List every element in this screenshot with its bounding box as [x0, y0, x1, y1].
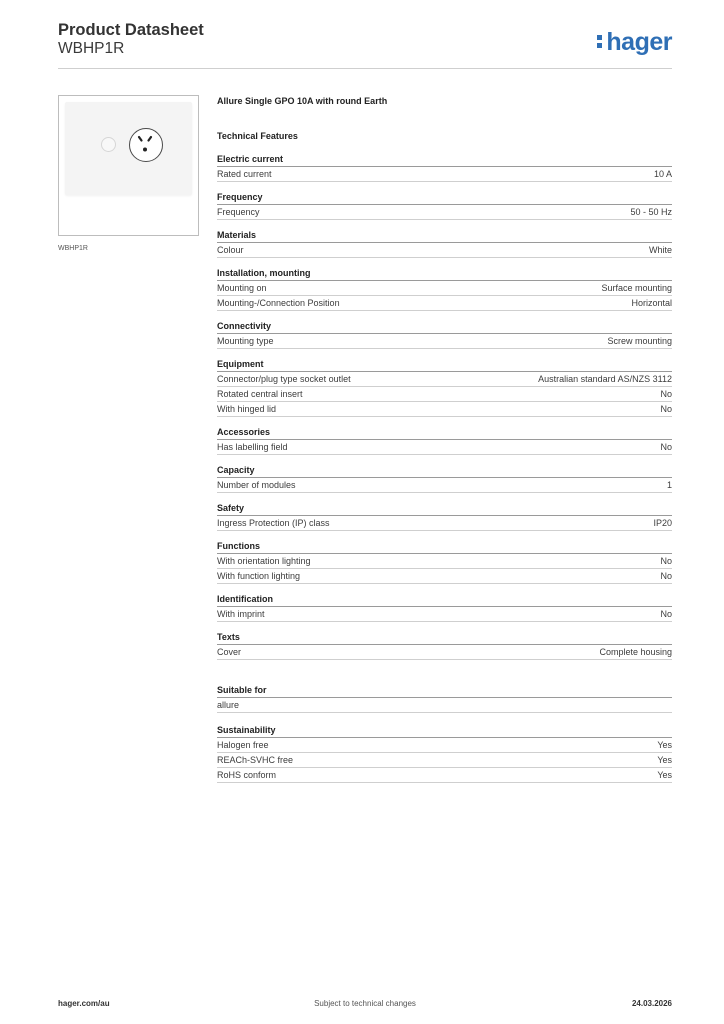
spec-value: Yes — [657, 755, 672, 765]
switch-button-icon — [101, 137, 116, 152]
spec-value: Surface mounting — [601, 283, 672, 293]
spec-group-title: Connectivity — [217, 320, 672, 334]
image-caption: WBHP1R — [58, 245, 88, 252]
spec-group-title: Identification — [217, 593, 672, 607]
logo-colon-icon — [597, 33, 603, 49]
spec-label: Mounting type — [217, 336, 274, 346]
header-divider — [58, 68, 672, 69]
spec-row — [217, 372, 672, 387]
spec-group — [217, 153, 672, 182]
spec-label: allure — [217, 700, 240, 710]
spec-row — [217, 768, 672, 783]
spec-label: Number of modules — [217, 480, 296, 490]
spec-label: Halogen free — [217, 740, 269, 750]
spec-value: No — [660, 571, 672, 581]
spec-value: No — [660, 556, 672, 566]
spec-row — [217, 607, 672, 622]
socket-plate — [65, 102, 192, 195]
spec-group-title: Suitable for — [217, 684, 672, 698]
spec-label: Ingress Protection (IP) class — [217, 518, 330, 528]
spec-group-title: Frequency — [217, 191, 672, 205]
product-image — [58, 95, 199, 236]
page-header — [58, 20, 672, 68]
spec-group-title: Materials — [217, 229, 672, 243]
spec-value: Yes — [657, 770, 672, 780]
spec-group-title: Safety — [217, 502, 672, 516]
spec-group-title: Installation, mounting — [217, 267, 672, 281]
spec-row — [217, 440, 672, 455]
spec-value: Screw mounting — [607, 336, 672, 346]
spec-value: Australian standard AS/NZS 3112 — [538, 374, 672, 384]
product-code: WBHP1R — [58, 40, 125, 57]
spec-value: 10 A — [653, 169, 672, 179]
spec-value: No — [660, 389, 672, 399]
spec-label: RoHS conform — [217, 770, 277, 780]
spec-row — [217, 205, 672, 220]
footer-date: 24.03.2026 — [631, 999, 672, 1008]
spec-row — [217, 645, 672, 660]
spec-value: IP20 — [653, 518, 672, 528]
spec-label: Rotated central insert — [217, 389, 303, 399]
spec-group — [217, 426, 672, 455]
spec-label: With imprint — [217, 609, 265, 619]
spec-value: Complete housing — [599, 647, 672, 657]
page-footer — [58, 998, 672, 1010]
spec-label: With hinged lid — [217, 404, 277, 414]
spec-value: 50 - 50 Hz — [630, 207, 672, 217]
spec-value: No — [660, 609, 672, 619]
spec-group — [217, 724, 672, 783]
spec-value: White — [648, 245, 672, 255]
spec-group — [217, 631, 672, 660]
spec-groups — [217, 153, 672, 783]
spec-row — [217, 478, 672, 493]
spec-label: With orientation lighting — [217, 556, 311, 566]
spec-value: Horizontal — [631, 298, 672, 308]
spec-label: Cover — [217, 647, 242, 657]
spec-row — [217, 334, 672, 349]
product-name: Allure Single GPO 10A with round Earth — [217, 96, 388, 106]
spec-row — [217, 738, 672, 753]
spec-label: Rated current — [217, 169, 272, 179]
spec-label: Mounting-/Connection Position — [217, 298, 340, 308]
spec-label: Frequency — [217, 207, 260, 217]
spec-group-title: Texts — [217, 631, 672, 645]
spec-group-title: Capacity — [217, 464, 672, 478]
technical-features-heading: Technical Features — [217, 131, 298, 141]
specification-panel — [217, 94, 672, 783]
spec-label: Connector/plug type socket outlet — [217, 374, 351, 384]
spec-row — [217, 387, 672, 402]
spec-group — [217, 464, 672, 493]
spec-label: With function lighting — [217, 571, 301, 581]
spec-value: No — [660, 404, 672, 414]
spec-group-title: Accessories — [217, 426, 672, 440]
power-outlet-icon — [129, 128, 163, 162]
spec-group-title: Equipment — [217, 358, 672, 372]
spec-group-title: Functions — [217, 540, 672, 554]
footer-notice: Subject to technical changes — [314, 999, 416, 1008]
spec-row — [217, 753, 672, 768]
spec-row — [217, 516, 672, 531]
spec-group — [217, 684, 672, 713]
spec-group-title: Sustainability — [217, 724, 672, 738]
spec-label: Mounting on — [217, 283, 267, 293]
spec-row — [217, 281, 672, 296]
spec-row — [217, 167, 672, 182]
spec-group — [217, 593, 672, 622]
spec-value: Yes — [657, 740, 672, 750]
logo-text: hager — [606, 28, 672, 56]
spec-group — [217, 358, 672, 417]
spec-value: No — [660, 442, 672, 452]
spec-row — [217, 296, 672, 311]
spec-group — [217, 540, 672, 584]
spec-group — [217, 502, 672, 531]
spec-row — [217, 243, 672, 258]
spec-label: Colour — [217, 245, 244, 255]
spec-label: Has labelling field — [217, 442, 288, 452]
spec-row — [217, 402, 672, 417]
spec-group — [217, 320, 672, 349]
spec-group — [217, 191, 672, 220]
spec-label: REACh-SVHC free — [217, 755, 294, 765]
spec-group — [217, 229, 672, 258]
footer-website: hager.com/au — [58, 999, 110, 1008]
spec-row — [217, 698, 672, 713]
spec-row — [217, 569, 672, 584]
hager-logo — [597, 28, 672, 56]
spec-value: 1 — [666, 480, 672, 490]
spec-group — [217, 267, 672, 311]
page-title: Product Datasheet — [58, 21, 204, 39]
spec-row — [217, 554, 672, 569]
spec-group-title: Electric current — [217, 153, 672, 167]
